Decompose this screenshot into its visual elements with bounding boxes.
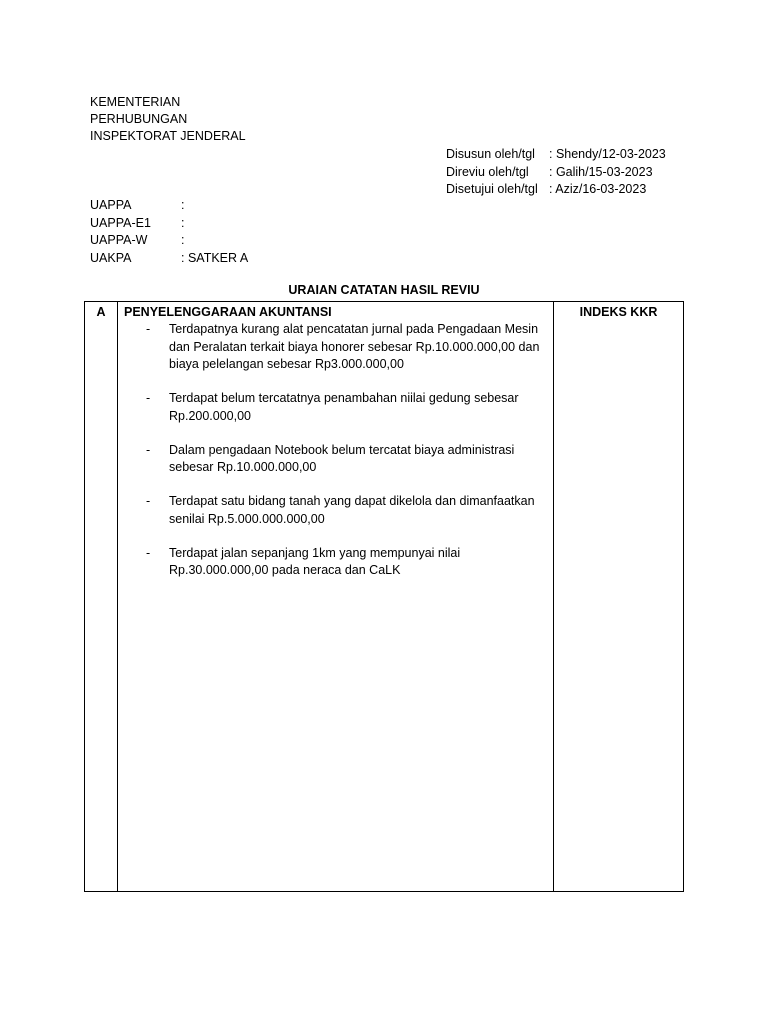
list-item — [124, 390, 547, 425]
finding-text: Terdapatnya kurang alat pencatatan jurnal pada Pengadaan Mesin dan Peralatan terkait biaya honorer sebesar Rp.10.000.000,00 dan biaya pelelangan sebesar Rp3.000.000,00 — [169, 322, 540, 371]
unit-label: UAPPA-W — [90, 233, 148, 247]
list-item — [124, 493, 547, 528]
unit-value: : — [181, 233, 185, 247]
signature-block — [446, 146, 666, 199]
list-item — [124, 442, 547, 477]
unit-label: UAPPA-E1 — [90, 215, 151, 230]
signature-value: : Galih/15-03-2023 — [549, 164, 653, 179]
signature-label: Direviu oleh/tgl — [446, 164, 529, 179]
signature-row-approved — [446, 181, 666, 199]
finding-text: Terdapat belum tercatatnya penambahan niilai gedung sebesar Rp.200.000,00 — [169, 391, 519, 423]
bullet-dash: - — [146, 494, 151, 508]
signature-value: : Aziz/16-03-2023 — [549, 182, 647, 196]
finding-text: Dalam pengadaan Notebook belum tercatat biaya administrasi sebesar Rp.10.000.000,00 — [169, 442, 515, 474]
unit-row-uappa-e1 — [90, 215, 248, 233]
signature-row-reviewed — [446, 164, 666, 182]
unit-value: : SATKER A — [181, 250, 249, 265]
unit-label: UAPPA — [90, 198, 132, 212]
unit-block — [90, 197, 248, 267]
bullet-dash: - — [146, 442, 151, 457]
section-title: PENYELENGGARAAN AKUNTANSI — [124, 305, 332, 319]
unit-value: : — [181, 198, 185, 212]
signature-row-prepared — [446, 146, 666, 164]
section-content-cell — [118, 302, 554, 891]
signature-label: Disetujui oleh/tgl — [446, 182, 538, 196]
review-notes-table — [84, 301, 684, 892]
organization-header — [90, 94, 246, 145]
index-header-cell: INDEKS KKR — [579, 305, 658, 319]
unit-row-uakpa — [90, 250, 248, 268]
table-title: URAIAN CATATAN HASIL REVIU — [288, 283, 480, 297]
bullet-dash: - — [146, 391, 151, 405]
unit-value: : — [181, 215, 185, 230]
list-item — [124, 545, 547, 580]
signature-value: : Shendy/12-03-2023 — [549, 147, 666, 161]
bullet-dash: - — [146, 322, 151, 336]
unit-row-uappa — [90, 197, 248, 215]
bullet-dash: - — [146, 545, 151, 560]
signature-label: Disusun oleh/tgl — [446, 147, 535, 161]
unit-row-uappa-w — [90, 232, 248, 250]
finding-list — [124, 321, 547, 580]
finding-text: Terdapat satu bidang tanah yang dapat dikelola dan dimanfaatkan senilai Rp.5.000.000.000,00 — [169, 494, 535, 526]
org-line-inspectorate: INSPEKTORAT JENDERAL — [90, 129, 246, 143]
unit-label: UAKPA — [90, 250, 132, 265]
org-line-ministry: KEMENTERIAN — [90, 95, 181, 109]
finding-text: Terdapat jalan sepanjang 1km yang mempunyai nilai Rp.30.000.000,00 pada neraca dan CaLK — [169, 545, 461, 577]
section-letter-cell: A — [85, 302, 118, 891]
org-line-department: PERHUBUNGAN — [90, 112, 188, 126]
list-item — [124, 321, 547, 374]
